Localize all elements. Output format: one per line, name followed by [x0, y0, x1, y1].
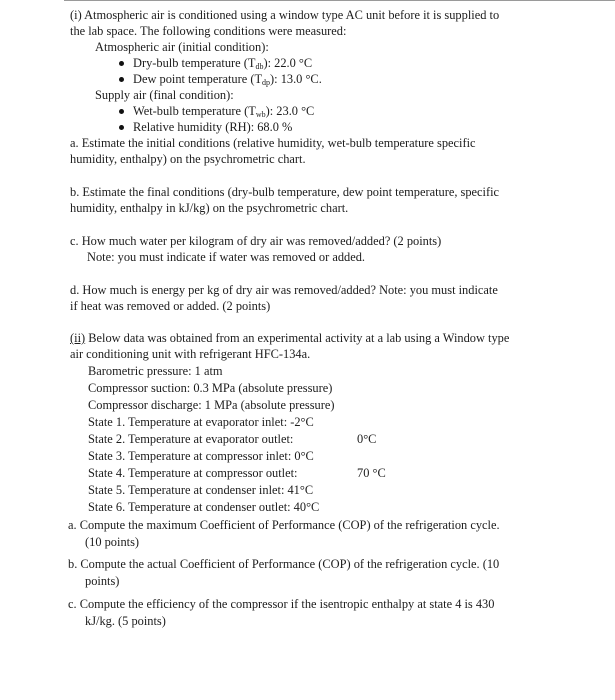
- supply-air-heading: Supply air (final condition):: [95, 88, 234, 102]
- question-2b-line2: points): [85, 574, 120, 588]
- data-line-value: 70 °C: [357, 466, 386, 480]
- question-2a-line1: a. Compute the maximum Coefficient of Performance (COP) of the refrigeration cycle.: [68, 518, 500, 532]
- data-line: State 2. Temperature at evaporator outlet:: [88, 432, 294, 446]
- question-1d-line2: if heat was removed or added. (2 points): [70, 299, 271, 313]
- question-2c-line1: c. Compute the efficiency of the compressor if the isentropic enthalpy at state 4 is 430: [68, 597, 495, 611]
- bullet-dew-point: Dew point temperature $(T_{dp})$: 13.0 °C.: [119, 72, 322, 91]
- data-line: State 1. Temperature at evaporator inlet: -2°C: [88, 415, 314, 429]
- data-line: State 5. Temperature at condenser inlet: 41°C: [88, 483, 314, 497]
- data-line: State 4. Temperature at compressor outlet:: [88, 466, 298, 480]
- part2-label: (ii): [70, 331, 86, 345]
- bullet-dot: [119, 77, 124, 82]
- bullet-dot: [119, 61, 124, 66]
- bullet-dry-bulb: Dry-bulb temperature $(T_{db})$: 22.0 °C: [119, 56, 312, 75]
- data-line: Barometric pressure: 1 atm: [88, 364, 223, 378]
- part1-intro-line1: (i) Atmospheric air is conditioned using a window type AC unit before it is supplied to: [70, 8, 500, 22]
- atmospheric-air-heading: Atmospheric air (initial condition):: [95, 40, 269, 54]
- question-2a-line2: (10 points): [85, 535, 140, 549]
- data-line-value: 0°C: [357, 432, 377, 446]
- question-1d-line1: d. How much is energy per kg of dry air was removed/added? Note: you must indicate: [70, 283, 498, 297]
- question-1a-line1: a. Estimate the initial conditions (relative humidity, wet-bulb temperature specific: [70, 136, 476, 150]
- question-2c-line2: kJ/kg. (5 points): [85, 614, 166, 628]
- question-1a-line2: humidity, enthalpy) on the psychrometric chart.: [70, 152, 306, 166]
- bullet-dot: [119, 125, 124, 130]
- data-line: Compressor suction: 0.3 MPa (absolute pressure): [88, 381, 333, 395]
- question-1b-line2: humidity, enthalpy in kJ/kg) on the psychrometric chart.: [70, 201, 349, 215]
- top-border-line: [64, 0, 615, 1]
- data-line: State 6. Temperature at condenser outlet: 40°C: [88, 500, 320, 514]
- data-line: Compressor discharge: 1 MPa (absolute pressure): [88, 398, 335, 412]
- question-1c-line1: c. How much water per kilogram of dry air was removed/added? (2 points): [70, 234, 442, 248]
- question-1b-line1: b. Estimate the final conditions (dry-bulb temperature, dew point temperature, specific: [70, 185, 500, 199]
- bullet-dot: [119, 109, 124, 114]
- part2-intro-line1: (ii) Below data was obtained from an experimental activity at a lab using a Window type: [70, 331, 510, 345]
- question-2b-line1: b. Compute the actual Coefficient of Performance (COP) of the refrigeration cycle. (10: [68, 557, 500, 571]
- bullet-wet-bulb: Wet-bulb temperature $(T_{wb})$: 23.0 °C: [119, 104, 314, 123]
- part1-intro-line2: the lab space. The following conditions were measured:: [70, 24, 347, 38]
- part2-intro-line2: air conditioning unit with refrigerant HFC-134a.: [70, 347, 311, 361]
- question-1c-note: Note: you must indicate if water was removed or added.: [87, 250, 366, 264]
- bullet-relative-humidity: Relative humidity (RH): 68.0 %: [119, 120, 292, 136]
- data-line: State 3. Temperature at compressor inlet: 0°C: [88, 449, 314, 463]
